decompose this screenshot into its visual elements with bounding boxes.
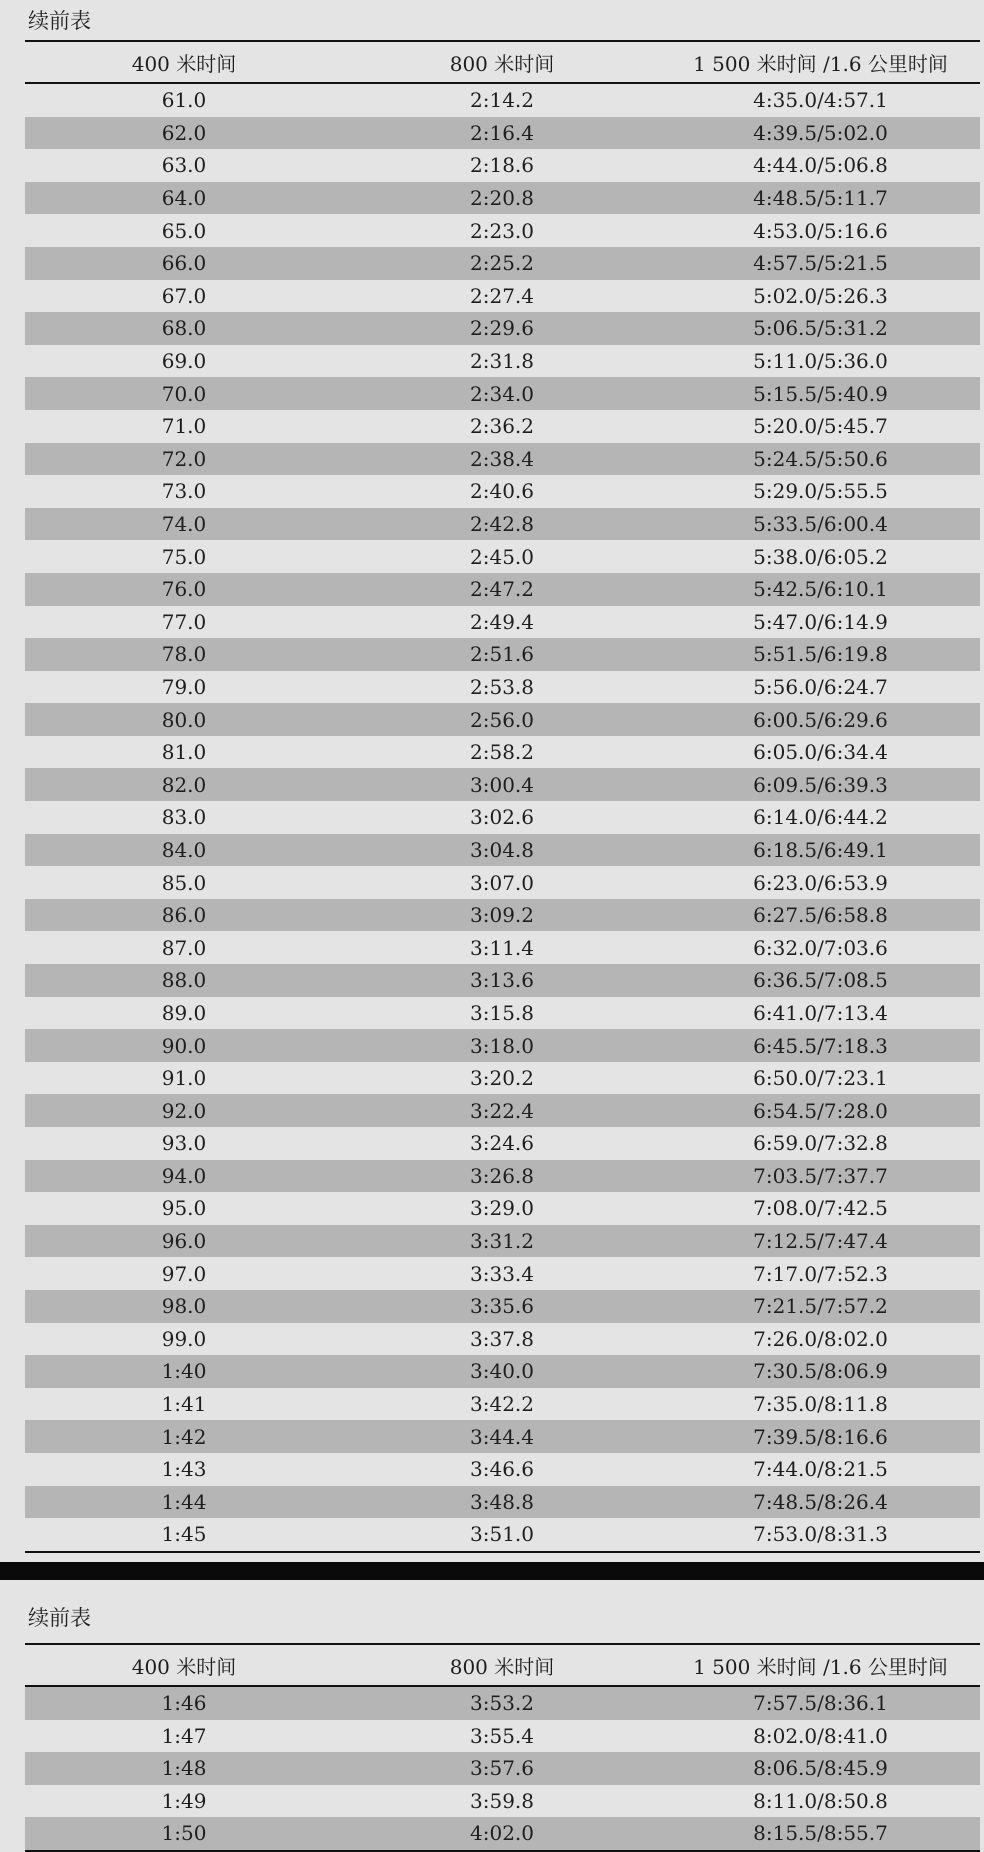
cell-1500m-mile: 7:48.5/8:26.4: [661, 1486, 980, 1519]
header-1500m-mile: 1 500 米时间 /1.6 公里时间: [661, 41, 980, 83]
cell-1500m-mile: 6:14.0/6:44.2: [661, 801, 980, 834]
cell-800m: 3:24.6: [343, 1127, 661, 1160]
pace-table: [25, 1643, 980, 1852]
cell-400m: 97.0: [25, 1257, 343, 1290]
cell-1500m-mile: 7:03.5/7:37.7: [661, 1160, 980, 1193]
cell-400m: 67.0: [25, 280, 343, 313]
header-1500m-mile: 1 500 米时间 /1.6 公里时间: [661, 1644, 980, 1686]
cell-800m: 3:04.8: [343, 834, 661, 867]
cell-400m: 91.0: [25, 1062, 343, 1095]
cell-400m: 84.0: [25, 834, 343, 867]
cell-400m: 92.0: [25, 1094, 343, 1127]
cell-800m: 3:02.6: [343, 801, 661, 834]
cell-800m: 2:20.8: [343, 182, 661, 215]
cell-400m: 65.0: [25, 214, 343, 247]
table-caption: 续前表: [28, 1606, 91, 1630]
table-row: [25, 801, 980, 834]
cell-1500m-mile: 6:54.5/7:28.0: [661, 1094, 980, 1127]
cell-800m: 2:45.0: [343, 540, 661, 573]
cell-1500m-mile: 7:44.0/8:21.5: [661, 1453, 980, 1486]
table-row: [25, 117, 980, 150]
table-row: [25, 638, 980, 671]
table-row: [25, 149, 980, 182]
table-body: [25, 1686, 980, 1851]
cell-800m: 3:44.4: [343, 1420, 661, 1453]
table-row: [25, 573, 980, 606]
cell-800m: 3:33.4: [343, 1257, 661, 1290]
cell-1500m-mile: 7:53.0/8:31.3: [661, 1518, 980, 1552]
cell-400m: 89.0: [25, 997, 343, 1030]
cell-400m: 81.0: [25, 736, 343, 769]
cell-1500m-mile: 5:47.0/6:14.9: [661, 606, 980, 639]
cell-1500m-mile: 7:12.5/7:47.4: [661, 1225, 980, 1258]
cell-400m: 66.0: [25, 247, 343, 280]
table-row: [25, 1160, 980, 1193]
cell-400m: 63.0: [25, 149, 343, 182]
table-row: [25, 475, 980, 508]
table-row: [25, 1486, 980, 1519]
table-row: [25, 834, 980, 867]
cell-800m: 3:57.6: [343, 1752, 661, 1785]
cell-800m: 2:36.2: [343, 410, 661, 443]
cell-800m: 2:27.4: [343, 280, 661, 313]
table-row: [25, 1192, 980, 1225]
cell-400m: 83.0: [25, 801, 343, 834]
cell-400m: 80.0: [25, 703, 343, 736]
cell-400m: 68.0: [25, 312, 343, 345]
cell-400m: 87.0: [25, 931, 343, 964]
cell-1500m-mile: 5:56.0/6:24.7: [661, 671, 980, 704]
cell-800m: 2:14.2: [343, 83, 661, 117]
cell-400m: 95.0: [25, 1192, 343, 1225]
cell-400m: 70.0: [25, 377, 343, 410]
cell-800m: 3:59.8: [343, 1785, 661, 1818]
cell-400m: 1:40: [25, 1355, 343, 1388]
table-row: [25, 1817, 980, 1851]
cell-800m: 2:40.6: [343, 475, 661, 508]
table-body: [25, 83, 980, 1552]
table-row: [25, 247, 980, 280]
cell-400m: 94.0: [25, 1160, 343, 1193]
cell-800m: 3:51.0: [343, 1518, 661, 1552]
cell-1500m-mile: 6:09.5/6:39.3: [661, 768, 980, 801]
table-row: [25, 866, 980, 899]
table-row: [25, 1720, 980, 1753]
cell-800m: 4:02.0: [343, 1817, 661, 1851]
cell-1500m-mile: 6:50.0/7:23.1: [661, 1062, 980, 1095]
cell-400m: 75.0: [25, 540, 343, 573]
cell-400m: 1:49: [25, 1785, 343, 1818]
cell-1500m-mile: 5:06.5/5:31.2: [661, 312, 980, 345]
cell-400m: 1:45: [25, 1518, 343, 1552]
cell-1500m-mile: 6:36.5/7:08.5: [661, 964, 980, 997]
table-row: [25, 736, 980, 769]
cell-800m: 3:31.2: [343, 1225, 661, 1258]
cell-1500m-mile: 4:57.5/5:21.5: [661, 247, 980, 280]
cell-1500m-mile: 7:39.5/8:16.6: [661, 1420, 980, 1453]
cell-1500m-mile: 7:26.0/8:02.0: [661, 1323, 980, 1356]
table-row: [25, 214, 980, 247]
cell-1500m-mile: 8:06.5/8:45.9: [661, 1752, 980, 1785]
cell-1500m-mile: 7:30.5/8:06.9: [661, 1355, 980, 1388]
cell-400m: 90.0: [25, 1029, 343, 1062]
cell-400m: 1:41: [25, 1388, 343, 1421]
table-row: [25, 1062, 980, 1095]
table-row: [25, 508, 980, 541]
table-row: [25, 1785, 980, 1818]
table-row: [25, 345, 980, 378]
table-row: [25, 703, 980, 736]
header-800m: 800 米时间: [343, 1644, 661, 1686]
cell-1500m-mile: 6:32.0/7:03.6: [661, 931, 980, 964]
table-row: [25, 1388, 980, 1421]
cell-800m: 3:22.4: [343, 1094, 661, 1127]
table-row: [25, 1323, 980, 1356]
table-row: [25, 899, 980, 932]
cell-400m: 1:43: [25, 1453, 343, 1486]
cell-1500m-mile: 5:24.5/5:50.6: [661, 443, 980, 476]
cell-800m: 2:49.4: [343, 606, 661, 639]
cell-1500m-mile: 6:27.5/6:58.8: [661, 899, 980, 932]
table-row: [25, 83, 980, 117]
cell-800m: 3:00.4: [343, 768, 661, 801]
cell-400m: 1:47: [25, 1720, 343, 1753]
table-row: [25, 1355, 980, 1388]
cell-400m: 77.0: [25, 606, 343, 639]
cell-800m: 3:13.6: [343, 964, 661, 997]
cell-400m: 86.0: [25, 899, 343, 932]
cell-800m: 2:31.8: [343, 345, 661, 378]
table-row: [25, 1453, 980, 1486]
cell-800m: 3:26.8: [343, 1160, 661, 1193]
cell-1500m-mile: 5:29.0/5:55.5: [661, 475, 980, 508]
cell-1500m-mile: 6:59.0/7:32.8: [661, 1127, 980, 1160]
cell-400m: 73.0: [25, 475, 343, 508]
cell-1500m-mile: 6:41.0/7:13.4: [661, 997, 980, 1030]
cell-1500m-mile: 6:23.0/6:53.9: [661, 866, 980, 899]
table-row: [25, 377, 980, 410]
cell-800m: 3:11.4: [343, 931, 661, 964]
cell-1500m-mile: 7:17.0/7:52.3: [661, 1257, 980, 1290]
cell-1500m-mile: 5:33.5/6:00.4: [661, 508, 980, 541]
cell-800m: 2:16.4: [343, 117, 661, 150]
cell-400m: 69.0: [25, 345, 343, 378]
cell-1500m-mile: 4:53.0/5:16.6: [661, 214, 980, 247]
table-section-2: [0, 1580, 984, 1851]
cell-1500m-mile: 7:35.0/8:11.8: [661, 1388, 980, 1421]
cell-1500m-mile: 4:48.5/5:11.7: [661, 182, 980, 215]
cell-800m: 2:42.8: [343, 508, 661, 541]
cell-1500m-mile: 5:20.0/5:45.7: [661, 410, 980, 443]
cell-800m: 2:25.2: [343, 247, 661, 280]
table-row: [25, 931, 980, 964]
cell-800m: 3:46.6: [343, 1453, 661, 1486]
cell-400m: 74.0: [25, 508, 343, 541]
cell-800m: 2:38.4: [343, 443, 661, 476]
cell-1500m-mile: 5:02.0/5:26.3: [661, 280, 980, 313]
table-row: [25, 410, 980, 443]
cell-800m: 3:35.6: [343, 1290, 661, 1323]
cell-400m: 96.0: [25, 1225, 343, 1258]
cell-1500m-mile: 5:38.0/6:05.2: [661, 540, 980, 573]
cell-400m: 93.0: [25, 1127, 343, 1160]
table-row: [25, 1225, 980, 1258]
cell-1500m-mile: 8:02.0/8:41.0: [661, 1720, 980, 1753]
cell-1500m-mile: 6:45.5/7:18.3: [661, 1029, 980, 1062]
cell-400m: 64.0: [25, 182, 343, 215]
table-row: [25, 964, 980, 997]
cell-1500m-mile: 7:08.0/7:42.5: [661, 1192, 980, 1225]
cell-1500m-mile: 8:11.0/8:50.8: [661, 1785, 980, 1818]
cell-400m: 79.0: [25, 671, 343, 704]
cell-800m: 2:34.0: [343, 377, 661, 410]
cell-800m: 2:58.2: [343, 736, 661, 769]
table-row: [25, 312, 980, 345]
cell-400m: 88.0: [25, 964, 343, 997]
cell-1500m-mile: 6:00.5/6:29.6: [661, 703, 980, 736]
cell-800m: 2:18.6: [343, 149, 661, 182]
table-row: [25, 1029, 980, 1062]
cell-800m: 3:15.8: [343, 997, 661, 1030]
header-400m: 400 米时间: [25, 41, 343, 83]
cell-800m: 2:51.6: [343, 638, 661, 671]
cell-800m: 3:53.2: [343, 1686, 661, 1720]
cell-1500m-mile: 5:11.0/5:36.0: [661, 345, 980, 378]
cell-400m: 82.0: [25, 768, 343, 801]
table-row: [25, 768, 980, 801]
cell-800m: 3:55.4: [343, 1720, 661, 1753]
cell-1500m-mile: 4:35.0/4:57.1: [661, 83, 980, 117]
cell-800m: 3:20.2: [343, 1062, 661, 1095]
cell-1500m-mile: 8:15.5/8:55.7: [661, 1817, 980, 1851]
table-row: [25, 997, 980, 1030]
table-row: [25, 1518, 980, 1552]
cell-800m: 3:07.0: [343, 866, 661, 899]
table-caption: 续前表: [28, 9, 91, 33]
cell-800m: 2:56.0: [343, 703, 661, 736]
cell-800m: 2:53.8: [343, 671, 661, 704]
cell-1500m-mile: 4:39.5/5:02.0: [661, 117, 980, 150]
header-800m: 800 米时间: [343, 41, 661, 83]
table-row: [25, 606, 980, 639]
cell-1500m-mile: 5:42.5/6:10.1: [661, 573, 980, 606]
cell-1500m-mile: 6:05.0/6:34.4: [661, 736, 980, 769]
table-row: [25, 182, 980, 215]
cell-400m: 85.0: [25, 866, 343, 899]
cell-400m: 1:48: [25, 1752, 343, 1785]
cell-800m: 3:09.2: [343, 899, 661, 932]
cell-400m: 72.0: [25, 443, 343, 476]
cell-800m: 3:18.0: [343, 1029, 661, 1062]
cell-1500m-mile: 7:21.5/7:57.2: [661, 1290, 980, 1323]
table-row: [25, 540, 980, 573]
page-separator: [0, 1562, 984, 1580]
table-row: [25, 1752, 980, 1785]
table-row: [25, 671, 980, 704]
cell-800m: 3:42.2: [343, 1388, 661, 1421]
cell-800m: 3:37.8: [343, 1323, 661, 1356]
cell-1500m-mile: 4:44.0/5:06.8: [661, 149, 980, 182]
cell-400m: 61.0: [25, 83, 343, 117]
cell-1500m-mile: 7:57.5/8:36.1: [661, 1686, 980, 1720]
cell-400m: 62.0: [25, 117, 343, 150]
cell-1500m-mile: 5:15.5/5:40.9: [661, 377, 980, 410]
table-row: [25, 443, 980, 476]
table-row: [25, 280, 980, 313]
table-row: [25, 1127, 980, 1160]
table-row: [25, 1257, 980, 1290]
cell-800m: 2:23.0: [343, 214, 661, 247]
cell-400m: 1:44: [25, 1486, 343, 1519]
header-row: [25, 41, 980, 83]
cell-1500m-mile: 5:51.5/6:19.8: [661, 638, 980, 671]
pace-table: [25, 40, 980, 1553]
cell-400m: 78.0: [25, 638, 343, 671]
cell-400m: 99.0: [25, 1323, 343, 1356]
cell-400m: 1:50: [25, 1817, 343, 1851]
cell-1500m-mile: 6:18.5/6:49.1: [661, 834, 980, 867]
cell-800m: 3:29.0: [343, 1192, 661, 1225]
table-row: [25, 1094, 980, 1127]
cell-800m: 2:47.2: [343, 573, 661, 606]
cell-800m: 3:40.0: [343, 1355, 661, 1388]
cell-400m: 71.0: [25, 410, 343, 443]
cell-400m: 1:46: [25, 1686, 343, 1720]
cell-800m: 3:48.8: [343, 1486, 661, 1519]
table-row: [25, 1686, 980, 1720]
table-row: [25, 1420, 980, 1453]
cell-400m: 1:42: [25, 1420, 343, 1453]
header-row: [25, 1644, 980, 1686]
cell-800m: 2:29.6: [343, 312, 661, 345]
header-400m: 400 米时间: [25, 1644, 343, 1686]
cell-400m: 76.0: [25, 573, 343, 606]
cell-400m: 98.0: [25, 1290, 343, 1323]
table-row: [25, 1290, 980, 1323]
